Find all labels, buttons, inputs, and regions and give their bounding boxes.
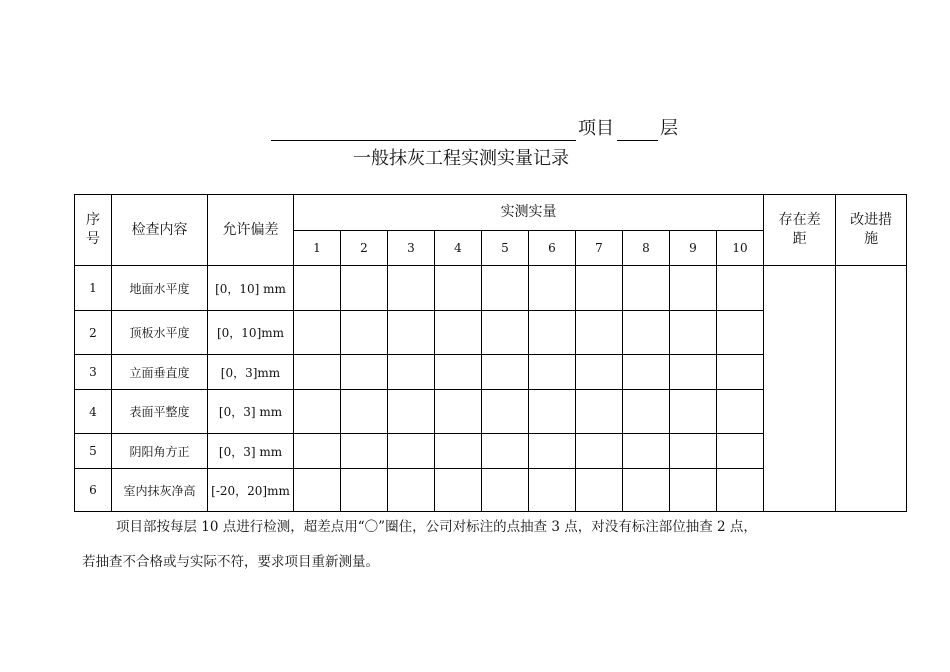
point-header-6: 6 [529,231,576,266]
measurement-cell [388,434,435,469]
measurement-cell [529,390,576,434]
measurement-cell [341,266,388,311]
measurement-cell [623,266,670,311]
note-line-2: 若抽查不合格或与实际不符，要求项目重新测量。 [82,554,379,570]
measurement-cell [670,311,717,355]
measurement-cell [670,355,717,390]
measurement-cell [482,266,529,311]
measurement-cell [576,469,623,512]
measurement-cell [529,266,576,311]
row-number: 1 [75,266,112,311]
measurement-cell [623,355,670,390]
measurement-cell [717,469,764,512]
measurement-cell [717,355,764,390]
measurement-cell [576,355,623,390]
improvement-cell [836,266,907,512]
measurement-cell [717,390,764,434]
point-header-9: 9 [670,231,717,266]
measurement-cell [435,266,482,311]
measurement-cell [388,355,435,390]
measurement-cell [435,355,482,390]
tolerance-value: [0，10]mm [208,311,294,355]
measurement-cell [341,390,388,434]
tolerance-value: [-20，20]mm [208,469,294,512]
measurement-cell [623,311,670,355]
document-title: 一般抹灰工程实测实量记录 [353,148,569,169]
point-header-5: 5 [482,231,529,266]
measurement-record-table [74,194,907,512]
measurement-cell [576,311,623,355]
measurement-cell [482,311,529,355]
point-header-4: 4 [435,231,482,266]
point-header-2: 2 [341,231,388,266]
measurement-cell [529,434,576,469]
deviation-cell [764,266,836,512]
measurement-cell [435,390,482,434]
row-number: 4 [75,390,112,434]
check-item: 室内抹灰净高 [112,469,208,512]
measurement-cell [670,469,717,512]
measurement-cell [294,311,341,355]
measurement-cell [482,355,529,390]
measurement-cell [576,390,623,434]
measurement-cell [529,469,576,512]
check-item: 立面垂直度 [112,355,208,390]
measurement-cell [341,355,388,390]
measurement-cell [341,311,388,355]
measurement-cell [576,266,623,311]
project-label: 项目 [578,118,614,139]
point-header-8: 8 [623,231,670,266]
floor-underline [617,140,658,141]
measurement-cell [482,390,529,434]
measurement-cell [717,266,764,311]
measurement-cell [576,434,623,469]
point-header-1: 1 [294,231,341,266]
measurement-cell [623,434,670,469]
header-tolerance: 允许偏差 [208,195,294,266]
measurement-cell [341,434,388,469]
measurement-cell [435,469,482,512]
measurement-cell [388,266,435,311]
header-measured: 实测实量 [294,195,764,231]
header-improvement: 改进措施 [836,195,907,266]
measurement-cell [388,469,435,512]
header-deviation: 存在差距 [764,195,836,266]
measurement-cell [670,434,717,469]
project-name-underline [271,140,576,141]
measurement-cell [388,311,435,355]
measurement-cell [623,390,670,434]
check-item: 地面水平度 [112,266,208,311]
measurement-cell [435,434,482,469]
row-number: 2 [75,311,112,355]
tolerance-value: [0，3] mm [208,434,294,469]
measurement-cell [294,434,341,469]
note-line-1: 项目部按每层 10 点进行检测，超差点用“〇”圈住，公司对标注的点抽查 3 点，对没有标注部位抽查 2 点， [116,519,757,535]
measurement-cell [294,266,341,311]
measurement-cell [529,355,576,390]
point-header-10: 10 [717,231,764,266]
floor-label: 层 [660,118,678,139]
measurement-cell [482,434,529,469]
check-item: 阴阳角方正 [112,434,208,469]
measurement-cell [482,469,529,512]
row-number: 3 [75,355,112,390]
measurement-cell [341,469,388,512]
measurement-cell [670,390,717,434]
check-item: 顶板水平度 [112,311,208,355]
header-seq: 序号 [75,195,112,266]
point-header-7: 7 [576,231,623,266]
row-number: 5 [75,434,112,469]
measurement-cell [388,390,435,434]
measurement-cell [435,311,482,355]
tolerance-value: [0，3] mm [208,390,294,434]
measurement-cell [670,266,717,311]
measurement-cell [294,469,341,512]
row-number: 6 [75,469,112,512]
table-row [75,266,907,311]
measurement-cell [623,469,670,512]
measurement-cell [717,311,764,355]
measurement-cell [294,355,341,390]
measurement-cell [717,434,764,469]
tolerance-value: [0，3]mm [208,355,294,390]
tolerance-value: [0，10] mm [208,266,294,311]
measurement-cell [294,390,341,434]
header-item: 检查内容 [112,195,208,266]
point-header-3: 3 [388,231,435,266]
measurement-cell [529,311,576,355]
check-item: 表面平整度 [112,390,208,434]
